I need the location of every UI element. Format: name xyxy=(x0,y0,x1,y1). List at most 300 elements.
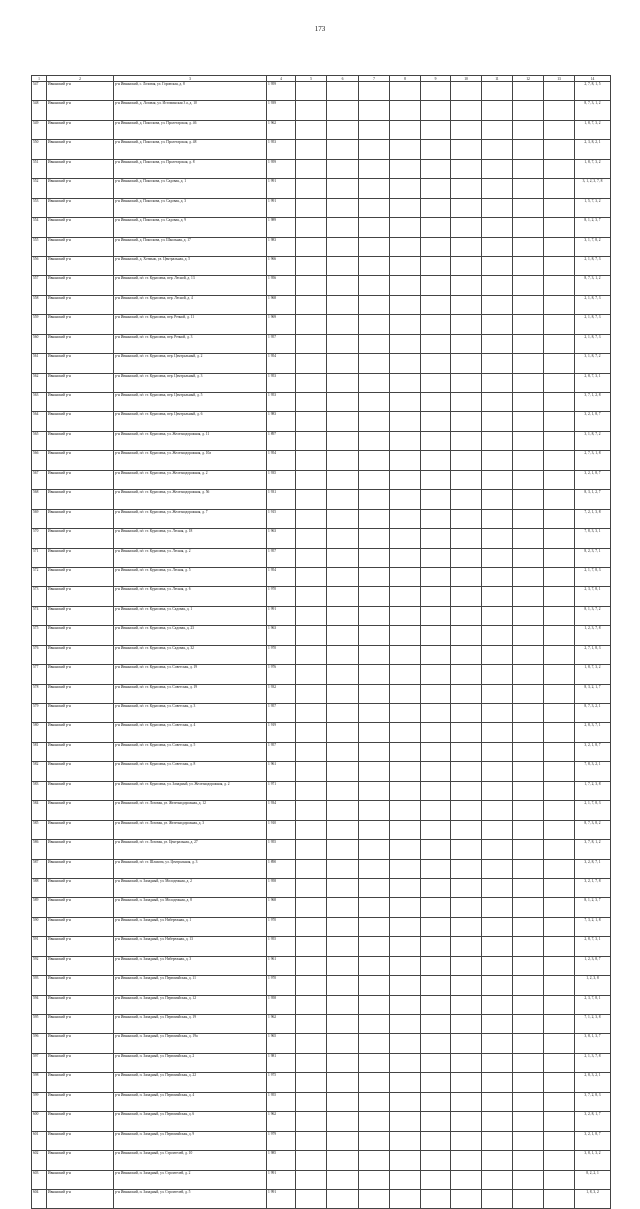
row-number: 573 xyxy=(32,587,47,606)
address-cell: р-н Ивнянский, п/с ст. Курасовка, ул. Железнодорожная, д. 2 xyxy=(114,470,267,489)
empty-cell-col-11 xyxy=(482,956,513,975)
empty-cell-col-8 xyxy=(390,529,421,548)
empty-cell-col-12 xyxy=(513,878,544,897)
empty-cell-col-13 xyxy=(544,820,575,839)
address-cell: р-н Ивнянский, п/с ст. Курасовка, пер. Центральный, д. 6 xyxy=(114,412,267,431)
empty-cell-col-12 xyxy=(513,1170,544,1189)
empty-cell-col-13 xyxy=(544,937,575,956)
empty-cell-col-5 xyxy=(296,606,327,625)
empty-cell-col-8 xyxy=(390,859,421,878)
empty-cell-col-7 xyxy=(359,723,390,742)
empty-cell-col-7 xyxy=(359,1073,390,1092)
empty-cell-col-6 xyxy=(327,801,359,820)
empty-cell-col-8 xyxy=(390,645,421,664)
empty-cell-col-5 xyxy=(296,140,327,159)
table-row xyxy=(32,120,611,139)
empty-cell-col-11 xyxy=(482,179,513,198)
address-cell: р-н Ивнянский, д. Покоскова, ул. Школьная, д. 17 xyxy=(114,237,267,256)
address-cell: р-н Ивнянский, п. Западный, ул. Набережная, д. 1 xyxy=(114,917,267,936)
empty-cell-col-10 xyxy=(451,412,482,431)
empty-cell-col-8 xyxy=(390,256,421,275)
district-cell: Ивнянский р-н xyxy=(47,956,114,975)
empty-cell-col-7 xyxy=(359,120,390,139)
district-cell: Ивнянский р-н xyxy=(47,704,114,723)
empty-cell-col-6 xyxy=(327,334,359,353)
empty-cell-col-6 xyxy=(327,140,359,159)
empty-cell-col-10 xyxy=(451,509,482,528)
empty-cell-col-11 xyxy=(482,548,513,567)
empty-cell-col-8 xyxy=(390,354,421,373)
year-cell: 1 979 xyxy=(267,1131,296,1150)
empty-cell-col-10 xyxy=(451,354,482,373)
empty-cell-col-6 xyxy=(327,295,359,314)
empty-cell-col-11 xyxy=(482,1151,513,1170)
district-cell: Ивнянский р-н xyxy=(47,898,114,917)
column-header-10: 10 xyxy=(451,76,482,82)
row-number: 552 xyxy=(32,179,47,198)
column-header-8: 8 xyxy=(390,76,421,82)
column-header-4: 4 xyxy=(267,76,296,82)
table-row xyxy=(32,781,611,800)
empty-cell-col-9 xyxy=(421,412,451,431)
row-number: 594 xyxy=(32,995,47,1014)
empty-cell-col-6 xyxy=(327,82,359,101)
code-cell: 2, 3, 8, 2, 1 xyxy=(575,140,611,159)
year-cell: 1 957 xyxy=(267,704,296,723)
empty-cell-col-5 xyxy=(296,490,327,509)
empty-cell-col-7 xyxy=(359,1151,390,1170)
empty-cell-col-6 xyxy=(327,1034,359,1053)
empty-cell-col-6 xyxy=(327,684,359,703)
empty-cell-col-10 xyxy=(451,917,482,936)
empty-cell-col-13 xyxy=(544,1015,575,1034)
empty-cell-col-8 xyxy=(390,140,421,159)
empty-cell-col-10 xyxy=(451,859,482,878)
district-cell: Ивнянский р-н xyxy=(47,256,114,275)
address-cell: р-н Ивнянский, п. Западный, ул. Первомайская, д. 2 xyxy=(114,1053,267,1072)
empty-cell-col-11 xyxy=(482,529,513,548)
empty-cell-col-11 xyxy=(482,256,513,275)
empty-cell-col-8 xyxy=(390,179,421,198)
address-cell: р-н Ивнянский, п/с ст. Курасовка, ул. Садовая, д. 1 xyxy=(114,606,267,625)
row-number: 565 xyxy=(32,431,47,450)
empty-cell-col-11 xyxy=(482,470,513,489)
code-cell: 8, 1, 3, 7, 2 xyxy=(575,606,611,625)
address-cell: р-н Ивнянский, п/с ст. Шляхова, ул. Центральная, д. 3 xyxy=(114,859,267,878)
empty-cell-col-12 xyxy=(513,1073,544,1092)
year-cell: 1 965 xyxy=(267,1034,296,1053)
empty-cell-col-9 xyxy=(421,781,451,800)
code-cell: 7, 2, 1, 3, 8 xyxy=(575,509,611,528)
code-cell: 2, 1, 7, 8, 3 xyxy=(575,801,611,820)
year-cell: 1 897 xyxy=(267,431,296,450)
district-cell: Ивнянский р-н xyxy=(47,82,114,101)
empty-cell-col-12 xyxy=(513,665,544,684)
code-cell: 2, 1, 8, 7, 3 xyxy=(575,256,611,275)
district-cell: Ивнянский р-н xyxy=(47,937,114,956)
column-header-7: 7 xyxy=(359,76,390,82)
empty-cell-col-10 xyxy=(451,159,482,178)
code-cell: 3, 1, 7, 8, 2 xyxy=(575,237,611,256)
empty-cell-col-13 xyxy=(544,159,575,178)
empty-cell-col-10 xyxy=(451,431,482,450)
empty-cell-col-11 xyxy=(482,937,513,956)
row-number: 577 xyxy=(32,665,47,684)
empty-cell-col-11 xyxy=(482,412,513,431)
empty-cell-col-13 xyxy=(544,276,575,295)
empty-cell-col-6 xyxy=(327,1112,359,1131)
row-number: 600 xyxy=(32,1112,47,1131)
empty-cell-col-7 xyxy=(359,393,390,412)
row-number: 570 xyxy=(32,529,47,548)
empty-cell-col-8 xyxy=(390,820,421,839)
address-cell: р-н Ивнянский, д. Покоскова, ул. Пролетарская, д. 46 xyxy=(114,120,267,139)
empty-cell-col-5 xyxy=(296,548,327,567)
empty-cell-col-9 xyxy=(421,684,451,703)
empty-cell-col-6 xyxy=(327,1092,359,1111)
district-cell: Ивнянский р-н xyxy=(47,315,114,334)
district-cell: Ивнянский р-н xyxy=(47,976,114,995)
empty-cell-col-10 xyxy=(451,393,482,412)
page-number: 173 xyxy=(314,25,326,33)
year-cell: 1 968 xyxy=(267,295,296,314)
empty-cell-col-7 xyxy=(359,606,390,625)
empty-cell-col-8 xyxy=(390,159,421,178)
district-cell: Ивнянский р-н xyxy=(47,742,114,761)
empty-cell-col-5 xyxy=(296,198,327,217)
district-cell: Ивнянский р-н xyxy=(47,451,114,470)
address-cell: р-н Ивнянский, п/с ст. Курасовка, ул. Лесная, д. 18 xyxy=(114,529,267,548)
empty-cell-col-12 xyxy=(513,412,544,431)
empty-cell-col-12 xyxy=(513,1092,544,1111)
row-number: 569 xyxy=(32,509,47,528)
row-number: 558 xyxy=(32,295,47,314)
empty-cell-col-8 xyxy=(390,82,421,101)
empty-cell-col-5 xyxy=(296,101,327,120)
empty-cell-col-12 xyxy=(513,1151,544,1170)
empty-cell-col-13 xyxy=(544,140,575,159)
empty-cell-col-5 xyxy=(296,937,327,956)
empty-cell-col-10 xyxy=(451,820,482,839)
empty-cell-col-8 xyxy=(390,490,421,509)
empty-cell-col-6 xyxy=(327,373,359,392)
empty-cell-col-12 xyxy=(513,529,544,548)
empty-cell-col-5 xyxy=(296,781,327,800)
empty-cell-col-9 xyxy=(421,218,451,237)
row-number: 559 xyxy=(32,315,47,334)
empty-cell-col-13 xyxy=(544,898,575,917)
empty-cell-col-7 xyxy=(359,412,390,431)
row-number: 562 xyxy=(32,373,47,392)
row-number: 586 xyxy=(32,840,47,859)
empty-cell-col-9 xyxy=(421,334,451,353)
district-cell: Ивнянский р-н xyxy=(47,859,114,878)
row-number: 590 xyxy=(32,917,47,936)
district-cell: Ивнянский р-н xyxy=(47,276,114,295)
empty-cell-col-12 xyxy=(513,140,544,159)
empty-cell-col-11 xyxy=(482,587,513,606)
row-number: 583 xyxy=(32,781,47,800)
district-cell: Ивнянский р-н xyxy=(47,762,114,781)
table-row xyxy=(32,1092,611,1111)
row-number: 549 xyxy=(32,120,47,139)
code-cell: 3, 7, 2, 8, 3 xyxy=(575,1092,611,1111)
empty-cell-col-9 xyxy=(421,373,451,392)
empty-cell-col-9 xyxy=(421,276,451,295)
address-cell: р-н Ивнянский, д. Покоскова, ул. Садовая, д. 3 xyxy=(114,198,267,217)
empty-cell-col-8 xyxy=(390,412,421,431)
empty-cell-col-13 xyxy=(544,1053,575,1072)
empty-cell-col-5 xyxy=(296,276,327,295)
row-number: 604 xyxy=(32,1189,47,1208)
empty-cell-col-10 xyxy=(451,140,482,159)
empty-cell-col-10 xyxy=(451,1015,482,1034)
empty-cell-col-11 xyxy=(482,781,513,800)
year-cell: 1 983 xyxy=(267,412,296,431)
empty-cell-col-10 xyxy=(451,1092,482,1111)
address-cell: р-н Ивнянский, д. Хотмыж, ул. Центральная, д. 5 xyxy=(114,256,267,275)
district-cell: Ивнянский р-н xyxy=(47,237,114,256)
empty-cell-col-7 xyxy=(359,937,390,956)
row-number: 603 xyxy=(32,1170,47,1189)
empty-cell-col-10 xyxy=(451,956,482,975)
year-cell: 1 957 xyxy=(267,334,296,353)
row-number: 578 xyxy=(32,684,47,703)
address-cell: р-н Ивнянский, п/с ст. Курасовка, пер. Центральный, д. 3 xyxy=(114,373,267,392)
empty-cell-col-13 xyxy=(544,470,575,489)
table-row xyxy=(32,801,611,820)
code-cell: 3, 1, 8, 7, 2 xyxy=(575,431,611,450)
empty-cell-col-10 xyxy=(451,237,482,256)
empty-cell-col-12 xyxy=(513,781,544,800)
code-cell: 2, 7, 8, 1, 5 xyxy=(575,82,611,101)
empty-cell-col-8 xyxy=(390,878,421,897)
table-row xyxy=(32,218,611,237)
empty-cell-col-5 xyxy=(296,956,327,975)
district-cell: Ивнянский р-н xyxy=(47,1112,114,1131)
empty-cell-col-6 xyxy=(327,198,359,217)
row-number: 595 xyxy=(32,1015,47,1034)
empty-cell-col-7 xyxy=(359,509,390,528)
empty-cell-col-11 xyxy=(482,606,513,625)
year-cell: 1 932 xyxy=(267,684,296,703)
empty-cell-col-6 xyxy=(327,937,359,956)
district-cell: Ивнянский р-н xyxy=(47,354,114,373)
empty-cell-col-7 xyxy=(359,315,390,334)
empty-cell-col-6 xyxy=(327,1170,359,1189)
empty-cell-col-5 xyxy=(296,451,327,470)
table-row xyxy=(32,159,611,178)
empty-cell-col-12 xyxy=(513,956,544,975)
address-cell: р-н Ивнянский, п/с ст. Курасовка, ул. Железнодорожная, д. 10а xyxy=(114,451,267,470)
empty-cell-col-7 xyxy=(359,334,390,353)
empty-cell-col-6 xyxy=(327,781,359,800)
empty-cell-col-9 xyxy=(421,451,451,470)
empty-cell-col-11 xyxy=(482,1073,513,1092)
district-cell: Ивнянский р-н xyxy=(47,159,114,178)
empty-cell-col-5 xyxy=(296,393,327,412)
address-cell: р-н Ивнянский, п/с ст. Лозовая, ул. Железнодорожная, д. 12 xyxy=(114,801,267,820)
empty-cell-col-6 xyxy=(327,956,359,975)
empty-cell-col-8 xyxy=(390,801,421,820)
empty-cell-col-8 xyxy=(390,723,421,742)
empty-cell-col-6 xyxy=(327,820,359,839)
empty-cell-col-11 xyxy=(482,567,513,586)
empty-cell-col-12 xyxy=(513,179,544,198)
address-cell: р-н Ивнянский, п. Западный, ул. Набережная, д. 3 xyxy=(114,956,267,975)
empty-cell-col-9 xyxy=(421,354,451,373)
empty-cell-col-13 xyxy=(544,704,575,723)
address-cell: р-н Ивнянский, д. Покоскова, ул. Пролетарская, д. 8 xyxy=(114,159,267,178)
year-cell: 1 956 xyxy=(267,276,296,295)
empty-cell-col-6 xyxy=(327,490,359,509)
code-cell: 8, 1, 2, 3, 7 xyxy=(575,898,611,917)
empty-cell-col-10 xyxy=(451,179,482,198)
table-row xyxy=(32,315,611,334)
table-row xyxy=(32,529,611,548)
empty-cell-col-11 xyxy=(482,1015,513,1034)
empty-cell-col-12 xyxy=(513,198,544,217)
empty-cell-col-6 xyxy=(327,995,359,1014)
empty-cell-col-7 xyxy=(359,82,390,101)
table-row xyxy=(32,431,611,450)
empty-cell-col-6 xyxy=(327,859,359,878)
empty-cell-col-9 xyxy=(421,878,451,897)
empty-cell-col-9 xyxy=(421,840,451,859)
empty-cell-col-9 xyxy=(421,937,451,956)
address-cell: р-н Ивнянский, п. Западный, ул. Набережная, д. 13 xyxy=(114,937,267,956)
empty-cell-col-13 xyxy=(544,256,575,275)
address-cell: р-н Ивнянский, п/с ст. Курасовка, ул. Советская, д. 19 xyxy=(114,665,267,684)
empty-cell-col-13 xyxy=(544,101,575,120)
empty-cell-col-9 xyxy=(421,140,451,159)
empty-cell-col-13 xyxy=(544,606,575,625)
code-cell: 8, 7, 3, 2, 1 xyxy=(575,704,611,723)
empty-cell-col-8 xyxy=(390,276,421,295)
empty-cell-col-11 xyxy=(482,82,513,101)
empty-cell-col-7 xyxy=(359,354,390,373)
empty-cell-col-5 xyxy=(296,256,327,275)
row-number: 584 xyxy=(32,801,47,820)
row-number: 566 xyxy=(32,451,47,470)
table-row xyxy=(32,937,611,956)
empty-cell-col-9 xyxy=(421,976,451,995)
table-row xyxy=(32,917,611,936)
column-header-5: 5 xyxy=(296,76,327,82)
address-cell: р-н Ивнянский, п. Западный, ул. Строителей, д. 2 xyxy=(114,1170,267,1189)
table-row xyxy=(32,976,611,995)
empty-cell-col-6 xyxy=(327,451,359,470)
empty-cell-col-5 xyxy=(296,295,327,314)
empty-cell-col-13 xyxy=(544,373,575,392)
empty-cell-col-9 xyxy=(421,665,451,684)
year-cell: 1 954 xyxy=(267,567,296,586)
empty-cell-col-11 xyxy=(482,451,513,470)
empty-cell-col-5 xyxy=(296,1053,327,1072)
empty-cell-col-5 xyxy=(296,82,327,101)
empty-cell-col-13 xyxy=(544,645,575,664)
empty-cell-col-7 xyxy=(359,956,390,975)
empty-cell-col-5 xyxy=(296,1170,327,1189)
table-row xyxy=(32,334,611,353)
empty-cell-col-10 xyxy=(451,840,482,859)
code-cell: 2, 7, 1, 8, 3 xyxy=(575,645,611,664)
empty-cell-col-7 xyxy=(359,548,390,567)
empty-cell-col-5 xyxy=(296,1092,327,1111)
district-cell: Ивнянский р-н xyxy=(47,412,114,431)
empty-cell-col-5 xyxy=(296,412,327,431)
district-cell: Ивнянский р-н xyxy=(47,684,114,703)
empty-cell-col-7 xyxy=(359,276,390,295)
empty-cell-col-7 xyxy=(359,1112,390,1131)
empty-cell-col-11 xyxy=(482,878,513,897)
row-number: 556 xyxy=(32,256,47,275)
empty-cell-col-7 xyxy=(359,101,390,120)
empty-cell-col-13 xyxy=(544,567,575,586)
year-cell: 1 915 xyxy=(267,509,296,528)
empty-cell-col-12 xyxy=(513,567,544,586)
empty-cell-col-13 xyxy=(544,354,575,373)
empty-cell-col-13 xyxy=(544,1151,575,1170)
address-cell: р-н Ивнянский, п/с ст. Курасовка, ул. Садовая, д. 23 xyxy=(114,626,267,645)
empty-cell-col-8 xyxy=(390,548,421,567)
empty-cell-col-7 xyxy=(359,665,390,684)
empty-cell-col-8 xyxy=(390,665,421,684)
empty-cell-col-11 xyxy=(482,704,513,723)
empty-cell-col-6 xyxy=(327,256,359,275)
empty-cell-col-10 xyxy=(451,781,482,800)
code-cell: 2, 1, 7, 8, 3 xyxy=(575,567,611,586)
empty-cell-col-7 xyxy=(359,159,390,178)
empty-cell-col-6 xyxy=(327,179,359,198)
empty-cell-col-12 xyxy=(513,470,544,489)
empty-cell-col-13 xyxy=(544,393,575,412)
empty-cell-col-9 xyxy=(421,101,451,120)
table-row xyxy=(32,1170,611,1189)
year-cell: 1 963 xyxy=(267,626,296,645)
empty-cell-col-5 xyxy=(296,334,327,353)
empty-cell-col-8 xyxy=(390,1131,421,1150)
district-cell: Ивнянский р-н xyxy=(47,801,114,820)
empty-cell-col-7 xyxy=(359,529,390,548)
empty-cell-col-11 xyxy=(482,917,513,936)
empty-cell-col-11 xyxy=(482,1131,513,1150)
empty-cell-col-13 xyxy=(544,412,575,431)
empty-cell-col-5 xyxy=(296,762,327,781)
year-cell: 1 971 xyxy=(267,781,296,800)
district-cell: Ивнянский р-н xyxy=(47,393,114,412)
empty-cell-col-13 xyxy=(544,237,575,256)
empty-cell-col-8 xyxy=(390,451,421,470)
empty-cell-col-7 xyxy=(359,1053,390,1072)
address-cell: р-н Ивнянский, п. Западный, ул. Первомайская, д. 6 xyxy=(114,1112,267,1131)
empty-cell-col-5 xyxy=(296,1073,327,1092)
code-cell: 3, 8, 1, 3, 2 xyxy=(575,1151,611,1170)
row-number: 555 xyxy=(32,237,47,256)
empty-cell-col-8 xyxy=(390,684,421,703)
empty-cell-col-8 xyxy=(390,1053,421,1072)
empty-cell-col-5 xyxy=(296,431,327,450)
empty-cell-col-13 xyxy=(544,956,575,975)
row-number: 567 xyxy=(32,470,47,489)
empty-cell-col-13 xyxy=(544,1170,575,1189)
empty-cell-col-7 xyxy=(359,976,390,995)
empty-cell-col-5 xyxy=(296,315,327,334)
empty-cell-col-9 xyxy=(421,1131,451,1150)
code-cell: 8, 7, 3, 1, 2 xyxy=(575,101,611,120)
empty-cell-col-11 xyxy=(482,1053,513,1072)
empty-cell-col-12 xyxy=(513,859,544,878)
